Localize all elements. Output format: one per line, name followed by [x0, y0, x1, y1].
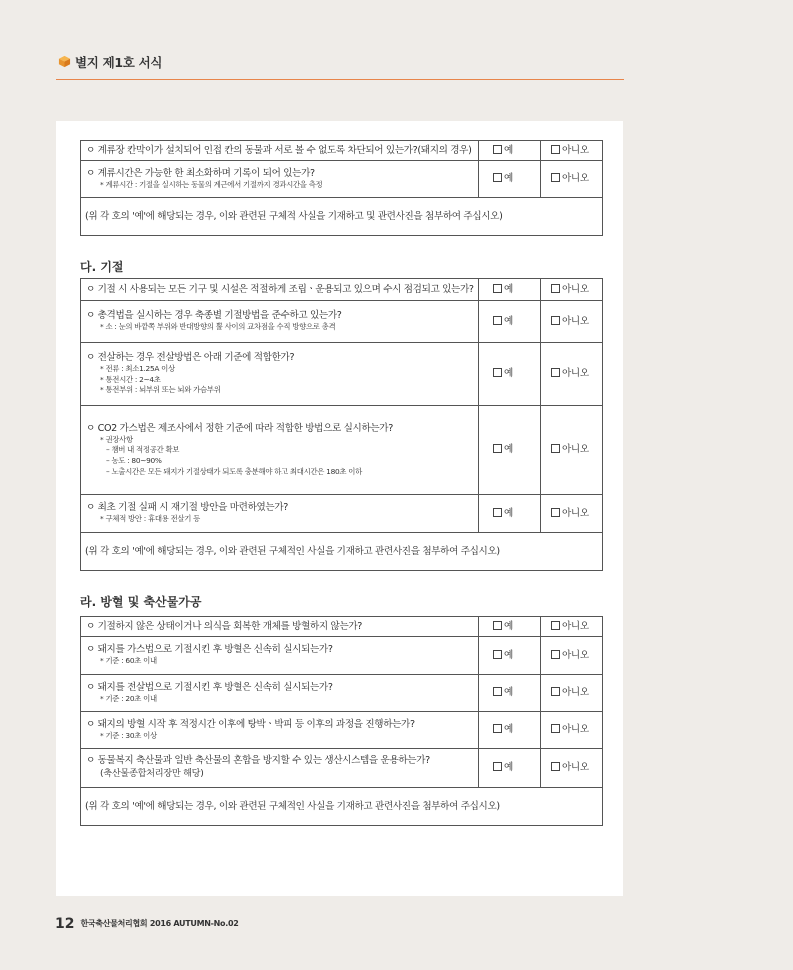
yes-checkbox[interactable] — [493, 284, 502, 293]
yes-checkbox[interactable] — [493, 650, 502, 659]
question-cell — [81, 279, 479, 301]
table-row — [81, 343, 603, 406]
no-option[interactable]: 아니오 — [541, 343, 603, 406]
question-text: ㅇ 전살하는 경우 전살방법은 아래 기준에 적합한가? — [86, 351, 295, 363]
question-text: ㅇ 돼지를 가스법으로 기절시킨 후 방혈은 신속히 실시되는가? — [86, 644, 333, 656]
question-cell — [81, 675, 479, 712]
no-checkbox[interactable] — [551, 687, 560, 696]
yes-checkbox[interactable] — [493, 762, 502, 771]
question-cell — [81, 637, 479, 675]
question-note: * 전류 : 최소1.25A 이상 — [100, 363, 175, 373]
yes-option[interactable]: 예 — [479, 712, 541, 749]
yes-option[interactable]: 예 — [479, 675, 541, 712]
question-cell — [81, 343, 479, 406]
yes-checkbox[interactable] — [493, 444, 502, 453]
table-row — [81, 406, 603, 495]
section-footer-note: (위 각 호의 '예'에 해당되는 경우, 이와 관련된 구체적인 사실을 기재하고 관련사진을 첨부하여 주십시오) — [81, 788, 603, 826]
yes-option[interactable]: 예 — [479, 495, 541, 533]
checklist-table-2 — [80, 278, 603, 571]
yes-option[interactable]: 예 — [479, 617, 541, 637]
no-checkbox[interactable] — [551, 724, 560, 733]
question-note: * 기준 : 20초 이내 — [100, 693, 157, 703]
no-option[interactable]: 아니오 — [541, 161, 603, 198]
question-text: ㅇ 계류장 칸막이가 설치되어 인접 칸의 동물과 서로 볼 수 없도록 차단되어 있는가?(돼지의 경우) — [86, 144, 472, 156]
question-note: * 통전부위 : 뇌부위 또는 뇌와 가슴부위 — [100, 385, 221, 395]
no-checkbox[interactable] — [551, 508, 560, 517]
no-checkbox[interactable] — [551, 762, 560, 771]
table-row — [81, 637, 603, 675]
yes-option[interactable]: 예 — [479, 637, 541, 675]
question-note: * 계류시간 : 기절을 실시하는 동물의 계근에서 기절까지 경과시간을 측정 — [100, 179, 323, 189]
no-checkbox[interactable] — [551, 145, 560, 154]
yes-option[interactable]: 예 — [479, 279, 541, 301]
table-row — [81, 749, 603, 788]
no-option[interactable]: 아니오 — [541, 301, 603, 343]
table-row — [81, 712, 603, 749]
table-row — [81, 301, 603, 343]
table-row — [81, 279, 603, 301]
no-option[interactable]: 아니오 — [541, 749, 603, 788]
question-text: ㅇ 돼지의 방혈 시작 후 적정시간 이후에 탕박ㆍ박피 등 이후의 과정을 진행하는가? — [86, 718, 415, 730]
yes-option[interactable]: 예 — [479, 141, 541, 161]
yes-checkbox[interactable] — [493, 724, 502, 733]
checklist-table-3 — [80, 616, 603, 826]
question-note: * 구체적 방안 : 휴대용 전살기 등 — [100, 514, 200, 524]
table-row — [81, 617, 603, 637]
no-checkbox[interactable] — [551, 173, 560, 182]
page-footer — [55, 913, 239, 932]
question-note: – 농도 : 80~90% — [106, 455, 162, 465]
no-option[interactable]: 아니오 — [541, 141, 603, 161]
question-text: ㅇ 동물복지 축산물과 일반 축산물의 혼합을 방지할 수 있는 생산시스템을 운용하는가? — [86, 755, 430, 767]
question-text: ㅇ CO2 가스법은 제조사에서 정한 기준에 따라 적합한 방법으로 실시하는가? — [86, 422, 393, 434]
checklist-table-1 — [80, 140, 603, 236]
yes-option[interactable]: 예 — [479, 406, 541, 495]
question-text: ㅇ 최초 기절 실패 시 재기절 방안을 마련하였는가? — [86, 502, 288, 514]
form-title: 별지 제1호 서식 — [75, 55, 163, 70]
page-number: 12 — [55, 916, 75, 932]
no-checkbox[interactable] — [551, 316, 560, 325]
table-row — [81, 533, 603, 571]
yes-option[interactable]: 예 — [479, 749, 541, 788]
table-row — [81, 198, 603, 236]
no-checkbox[interactable] — [551, 650, 560, 659]
no-checkbox[interactable] — [551, 444, 560, 453]
yes-option[interactable]: 예 — [479, 343, 541, 406]
no-option[interactable]: 아니오 — [541, 712, 603, 749]
no-option[interactable]: 아니오 — [541, 675, 603, 712]
question-text: ㅇ 기절하지 않은 상태이거나 의식을 회복한 개체를 방혈하지 않는가? — [86, 620, 363, 632]
box-icon — [58, 55, 71, 68]
no-option[interactable]: 아니오 — [541, 617, 603, 637]
question-note: * 기준 : 30초 이상 — [100, 730, 157, 740]
table-row — [81, 161, 603, 198]
question-text: ㅇ 총격법을 실시하는 경우 축종별 기절방법을 준수하고 있는가? — [86, 310, 342, 322]
section-title: 다. 기절 — [80, 260, 124, 274]
table-row — [81, 141, 603, 161]
question-note: * 권장사항 — [100, 434, 133, 444]
no-checkbox[interactable] — [551, 284, 560, 293]
question-cell — [81, 712, 479, 749]
yes-checkbox[interactable] — [493, 368, 502, 377]
question-cell — [81, 406, 479, 495]
question-cell — [81, 617, 479, 637]
no-checkbox[interactable] — [551, 621, 560, 630]
yes-checkbox[interactable] — [493, 316, 502, 325]
yes-checkbox[interactable] — [493, 173, 502, 182]
yes-option[interactable]: 예 — [479, 161, 541, 198]
question-note: * 기준 : 60초 이내 — [100, 656, 157, 666]
table-row — [81, 788, 603, 826]
no-option[interactable]: 아니오 — [541, 637, 603, 675]
question-note: * 소 : 눈의 바깥쪽 부위와 반대방향의 뿔 사이의 교차점을 수직 방향으로 총격 — [100, 322, 336, 332]
yes-checkbox[interactable] — [493, 508, 502, 517]
question-text: ㅇ 돼지를 전살법으로 기절시킨 후 방혈은 신속히 실시되는가? — [86, 681, 333, 693]
publication-info: 한국축산물처리협회 2016 AUTUMN-No.02 — [80, 919, 239, 928]
form-header — [56, 52, 624, 80]
question-cell — [81, 495, 479, 533]
section-footer-note: (위 각 호의 '예'에 해당되는 경우, 이와 관련된 구체적인 사실을 기재하고 관련사진을 첨부하여 주십시오) — [81, 533, 603, 571]
yes-option[interactable]: 예 — [479, 301, 541, 343]
table-row — [81, 675, 603, 712]
section-title: 라. 방혈 및 축산물가공 — [80, 595, 202, 609]
no-option[interactable]: 아니오 — [541, 279, 603, 301]
question-note: – 노출시간은 모든 돼지가 기절상태가 되도록 충분해야 하고 최대시간은 180초 이하 — [106, 466, 362, 476]
question-cell — [81, 161, 479, 198]
question-note: (축산물종합처리장만 해당) — [100, 768, 204, 780]
question-text: ㅇ 계류시간은 가능한 한 최소화하며 기록이 되어 있는가? — [86, 167, 315, 179]
question-cell — [81, 301, 479, 343]
question-cell — [81, 141, 479, 161]
question-note: * 통전시간 : 2~4초 — [100, 374, 161, 384]
table-row — [81, 495, 603, 533]
yes-checkbox[interactable] — [493, 621, 502, 630]
yes-checkbox[interactable] — [493, 145, 502, 154]
question-note: – 챔버 내 적정공간 확보 — [106, 445, 180, 455]
yes-checkbox[interactable] — [493, 687, 502, 696]
no-option[interactable]: 아니오 — [541, 406, 603, 495]
question-text: ㅇ 기절 시 사용되는 모든 기구 및 시설은 적절하게 조립ㆍ운용되고 있으며 수시 점검되고 있는가? — [86, 283, 474, 295]
no-checkbox[interactable] — [551, 368, 560, 377]
no-option[interactable]: 아니오 — [541, 495, 603, 533]
question-cell — [81, 749, 479, 788]
section-footer-note: (위 각 호의 '예'에 해당되는 경우, 이와 관련된 구체적 사실을 기재하고 및 관련사진을 첨부하여 주십시오) — [81, 198, 603, 236]
